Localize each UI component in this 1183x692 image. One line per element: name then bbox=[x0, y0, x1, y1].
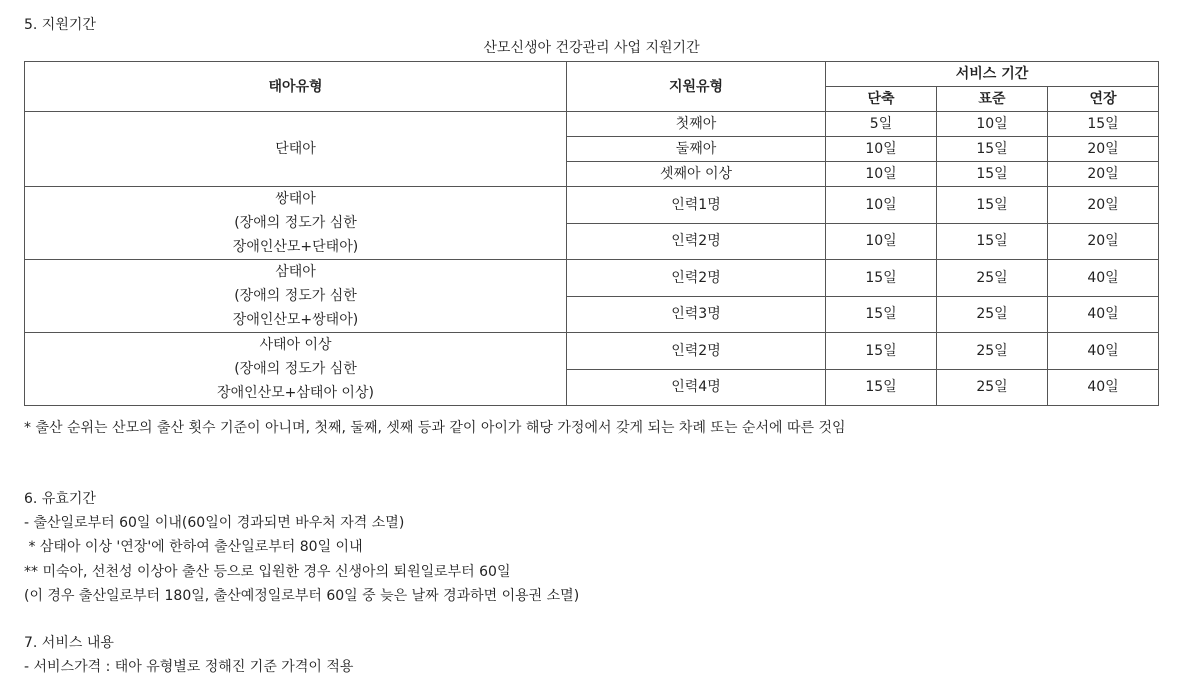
infant-type-line: 장애인산모+삼태아 이상) bbox=[217, 385, 374, 401]
infant-type-line: 장애인산모+단태아) bbox=[232, 239, 359, 255]
infant-type-cell bbox=[25, 187, 567, 260]
support-type-cell: 인력3명 bbox=[567, 296, 826, 333]
short-cell: 10일 bbox=[826, 137, 937, 162]
support-period-table bbox=[24, 61, 1159, 406]
short-cell: 10일 bbox=[826, 187, 937, 224]
standard-cell: 10일 bbox=[937, 112, 1048, 137]
table-row bbox=[25, 187, 1159, 224]
support-type-cell: 인력4명 bbox=[567, 369, 826, 406]
standard-cell: 25일 bbox=[937, 369, 1048, 406]
standard-cell: 25일 bbox=[937, 260, 1048, 297]
infant-type-line: (장애의 정도가 심한 bbox=[234, 361, 357, 377]
table-footnote: * 출산 순위는 산모의 출산 횟수 기준이 아니며, 첫째, 둘째, 셋째 등과 같이 아이가 해당 가정에서 갖게 되는 차례 또는 순서에 따른 것임 bbox=[24, 420, 846, 436]
table-row bbox=[25, 112, 1159, 137]
short-cell: 15일 bbox=[826, 369, 937, 406]
infant-type-line: (장애의 정도가 심한 bbox=[234, 288, 357, 304]
short-cell: 10일 bbox=[826, 223, 937, 260]
standard-cell: 25일 bbox=[937, 333, 1048, 370]
infant-type-line: 사태아 이상 bbox=[259, 337, 332, 353]
short-cell: 10일 bbox=[826, 162, 937, 187]
table-title: 산모신생아 건강관리 사업 지원기간 bbox=[483, 40, 700, 56]
infant-type-cell bbox=[25, 260, 567, 333]
infant-type-cell bbox=[25, 112, 567, 187]
support-type-cell: 인력2명 bbox=[567, 223, 826, 260]
support-type-cell: 둘째아 bbox=[567, 137, 826, 162]
standard-cell: 25일 bbox=[937, 296, 1048, 333]
validity-line: * 삼태아 이상 '연장'에 한하여 출산일로부터 80일 이내 bbox=[24, 539, 363, 555]
support-type-cell: 첫째아 bbox=[567, 112, 826, 137]
short-cell: 15일 bbox=[826, 260, 937, 297]
header-standard: 표준 bbox=[937, 87, 1048, 112]
infant-type-line: (장애의 정도가 심한 bbox=[234, 215, 357, 231]
header-infant-type: 태아유형 bbox=[25, 62, 567, 112]
extended-cell: 40일 bbox=[1048, 260, 1159, 297]
infant-type-line: 삼태아 bbox=[275, 264, 316, 280]
standard-cell: 15일 bbox=[937, 162, 1048, 187]
standard-cell: 15일 bbox=[937, 187, 1048, 224]
header-short: 단축 bbox=[826, 87, 937, 112]
table-row bbox=[25, 260, 1159, 297]
infant-type-cell bbox=[25, 333, 567, 406]
section6-heading: 6. 유효기간 bbox=[24, 491, 96, 507]
extended-cell: 20일 bbox=[1048, 137, 1159, 162]
validity-line: (이 경우 출산일로부터 180일, 출산예정일로부터 60일 중 늦은 날짜 경과하면 이용권 소멸) bbox=[24, 588, 580, 604]
short-cell: 5일 bbox=[826, 112, 937, 137]
infant-type-line: 쌍태아 bbox=[275, 191, 316, 207]
support-type-cell: 셋째아 이상 bbox=[567, 162, 826, 187]
header-support-type: 지원유형 bbox=[567, 62, 826, 112]
support-type-cell: 인력2명 bbox=[567, 333, 826, 370]
service-content-line: - 서비스가격 : 태아 유형별로 정해진 기준 가격이 적용 bbox=[24, 659, 354, 675]
support-type-cell: 인력2명 bbox=[567, 260, 826, 297]
extended-cell: 15일 bbox=[1048, 112, 1159, 137]
table-row bbox=[25, 333, 1159, 370]
validity-line: - 출산일로부터 60일 이내(60일이 경과되면 바우처 자격 소멸) bbox=[24, 515, 405, 531]
extended-cell: 20일 bbox=[1048, 187, 1159, 224]
standard-cell: 15일 bbox=[937, 137, 1048, 162]
header-extended: 연장 bbox=[1048, 87, 1159, 112]
short-cell: 15일 bbox=[826, 333, 937, 370]
section7-heading: 7. 서비스 내용 bbox=[24, 635, 114, 651]
extended-cell: 40일 bbox=[1048, 296, 1159, 333]
support-type-cell: 인력1명 bbox=[567, 187, 826, 224]
infant-type-line: 단태아 bbox=[275, 141, 316, 157]
extended-cell: 20일 bbox=[1048, 223, 1159, 260]
extended-cell: 20일 bbox=[1048, 162, 1159, 187]
short-cell: 15일 bbox=[826, 296, 937, 333]
infant-type-line: 장애인산모+쌍태아) bbox=[232, 312, 359, 328]
extended-cell: 40일 bbox=[1048, 333, 1159, 370]
section5-heading: 5. 지원기간 bbox=[24, 17, 96, 33]
standard-cell: 15일 bbox=[937, 223, 1048, 260]
header-service-period: 서비스 기간 bbox=[826, 62, 1159, 87]
extended-cell: 40일 bbox=[1048, 369, 1159, 406]
validity-line: ** 미숙아, 선천성 이상아 출산 등으로 입원한 경우 신생아의 퇴원일로부터 60일 bbox=[24, 564, 511, 580]
